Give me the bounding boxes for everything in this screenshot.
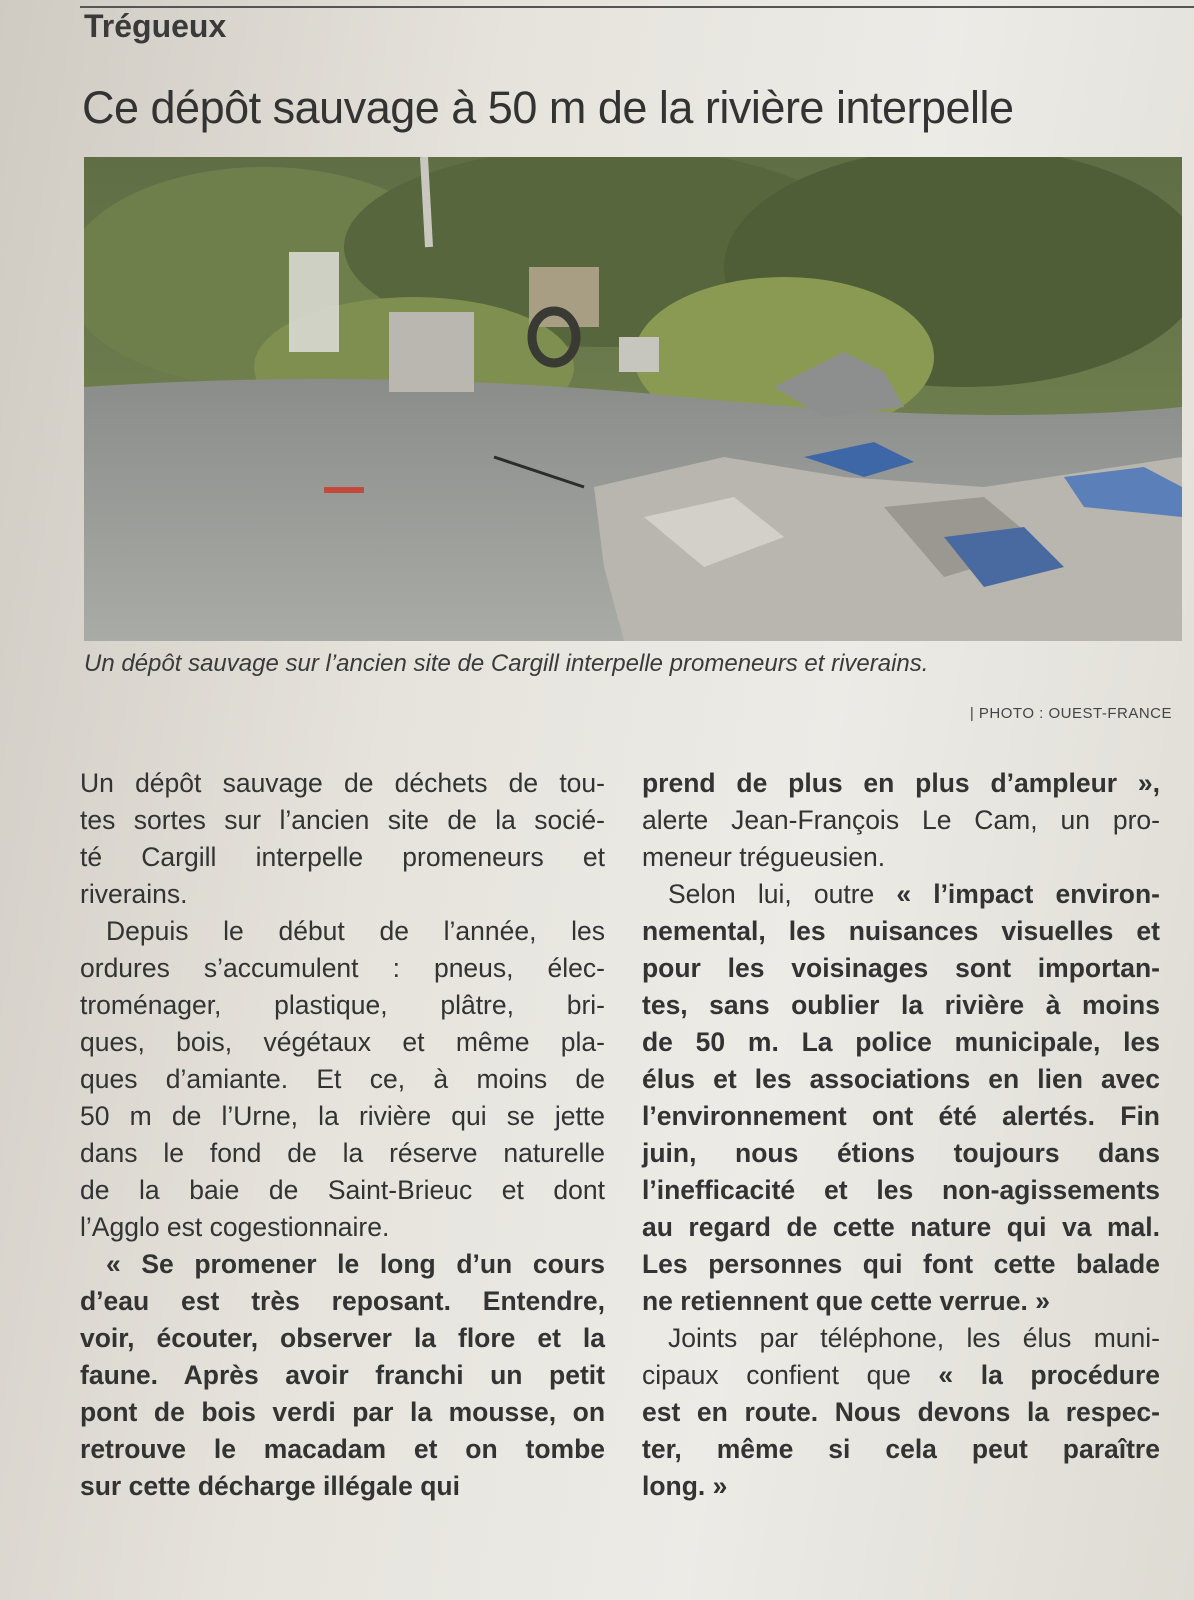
quote-text: pour les voisinages sont importan- <box>642 953 1160 983</box>
quote-text: « l’impact environ- <box>874 879 1160 909</box>
top-rule <box>80 6 1194 8</box>
quote-text: pont de bois verdi par la mousse, on <box>80 1397 605 1427</box>
text-line <box>642 1172 1160 1209</box>
text-line <box>642 1024 1160 1061</box>
quote-text: de 50 m. La police municipale, les <box>642 1027 1160 1057</box>
text-line <box>642 1320 1160 1357</box>
text-line <box>80 1098 605 1135</box>
article-column-right <box>642 765 1160 1505</box>
body-text: ques, bois, végétaux et même pla- <box>80 1027 605 1057</box>
text-line <box>642 1098 1160 1135</box>
body-text: 50 m de l’Urne, la rivière qui se jette <box>80 1101 605 1131</box>
body-text: té Cargill interpelle promeneurs et <box>80 842 605 872</box>
text-line <box>80 913 605 950</box>
body-text: meneur trégueusien. <box>642 842 886 872</box>
quote-text: « Se promener le long d’un cours <box>106 1249 605 1279</box>
text-line <box>642 1209 1160 1246</box>
text-line <box>642 987 1160 1024</box>
quote-text: Les personnes qui font cette balade <box>642 1249 1160 1279</box>
photo-credit: | PHOTO : OUEST-FRANCE <box>969 705 1172 722</box>
body-text: ordures s’accumulent : pneus, élec- <box>80 953 605 983</box>
body-text: dans le fond de la réserve naturelle <box>80 1138 605 1168</box>
quote-text: d’eau est très reposant. Entendre, <box>80 1286 605 1316</box>
text-line <box>80 950 605 987</box>
text-line <box>80 765 605 802</box>
photo-caption: Un dépôt sauvage sur l’ancien site de Cargill interpelle promeneurs et riverains. <box>84 650 929 677</box>
quote-text: l’environnement ont été alertés. Fin <box>642 1101 1160 1131</box>
quote-text: nemental, les nuisances visuelles et <box>642 916 1160 946</box>
body-text: Depuis le début de l’année, les <box>106 916 605 946</box>
body-text: Joints par téléphone, les élus muni- <box>668 1323 1160 1353</box>
text-line <box>642 1431 1160 1468</box>
body-text: Selon lui, outre <box>668 879 875 909</box>
section-title: Trégueux <box>84 8 227 44</box>
quote-text: long. » <box>642 1471 728 1501</box>
quote-text: tes, sans oublier la rivière à moins <box>642 990 1160 1020</box>
text-line <box>80 1061 605 1098</box>
text-line <box>80 839 605 876</box>
text-line <box>80 1468 605 1505</box>
quote-text: juin, nous étions toujours dans <box>642 1138 1160 1168</box>
body-text: l’Agglo est cogestionnaire. <box>80 1212 390 1242</box>
text-line <box>642 839 1160 876</box>
quote-text: voir, écouter, observer la flore et la <box>80 1323 605 1353</box>
text-line <box>80 876 605 913</box>
text-line <box>642 1357 1160 1394</box>
body-text: ques d’amiante. Et ce, à moins de <box>80 1064 605 1094</box>
quote-text: « la procédure <box>910 1360 1161 1390</box>
body-text: alerte Jean-François Le Cam, un pro- <box>642 805 1160 835</box>
text-line <box>80 1320 605 1357</box>
quote-text: faune. Après avoir franchi un petit <box>80 1360 605 1390</box>
quote-text: élus et les associations en lien avec <box>642 1064 1160 1094</box>
text-line <box>642 1246 1160 1283</box>
text-line <box>80 802 605 839</box>
text-line <box>80 1431 605 1468</box>
body-text: tes sortes sur l’ancien site de la socié- <box>80 805 605 835</box>
text-line <box>80 1135 605 1172</box>
body-text: de la baie de Saint-Brieuc et dont <box>80 1175 605 1205</box>
text-line <box>80 1024 605 1061</box>
text-line <box>642 1061 1160 1098</box>
text-line <box>80 1357 605 1394</box>
quote-text: prend de plus en plus d’ampleur », <box>642 768 1160 798</box>
text-line <box>642 913 1160 950</box>
article-column-left <box>80 765 605 1505</box>
text-line <box>642 1135 1160 1172</box>
text-line <box>80 1394 605 1431</box>
text-line <box>642 765 1160 802</box>
text-line <box>642 802 1160 839</box>
quote-text: ne retiennent que cette verrue. » <box>642 1286 1050 1316</box>
text-line <box>80 987 605 1024</box>
text-line <box>80 1246 605 1283</box>
text-line <box>642 1283 1160 1320</box>
body-text: Un dépôt sauvage de déchets de tou- <box>80 768 605 798</box>
text-line <box>80 1172 605 1209</box>
article-photo <box>84 157 1182 641</box>
quote-text: l’inefficacité et les non-agissements <box>642 1175 1160 1205</box>
quote-text: sur cette décharge illégale qui <box>80 1471 460 1501</box>
quote-text: au regard de cette nature qui va mal. <box>642 1212 1160 1242</box>
text-line <box>642 1394 1160 1431</box>
headline: Ce dépôt sauvage à 50 m de la rivière interpelle <box>82 82 1014 133</box>
quote-text: est en route. Nous devons la respec- <box>642 1397 1160 1427</box>
text-line <box>80 1283 605 1320</box>
body-text: riverains. <box>80 879 188 909</box>
body-text: cipaux confient que <box>642 1360 911 1390</box>
body-text: troménager, plastique, plâtre, bri- <box>80 990 605 1020</box>
text-line <box>80 1209 605 1246</box>
quote-text: retrouve le macadam et on tombe <box>80 1434 605 1464</box>
quote-text: ter, même si cela peut paraître <box>642 1434 1160 1464</box>
text-line <box>642 1468 1160 1505</box>
text-line <box>642 876 1160 913</box>
text-line <box>642 950 1160 987</box>
